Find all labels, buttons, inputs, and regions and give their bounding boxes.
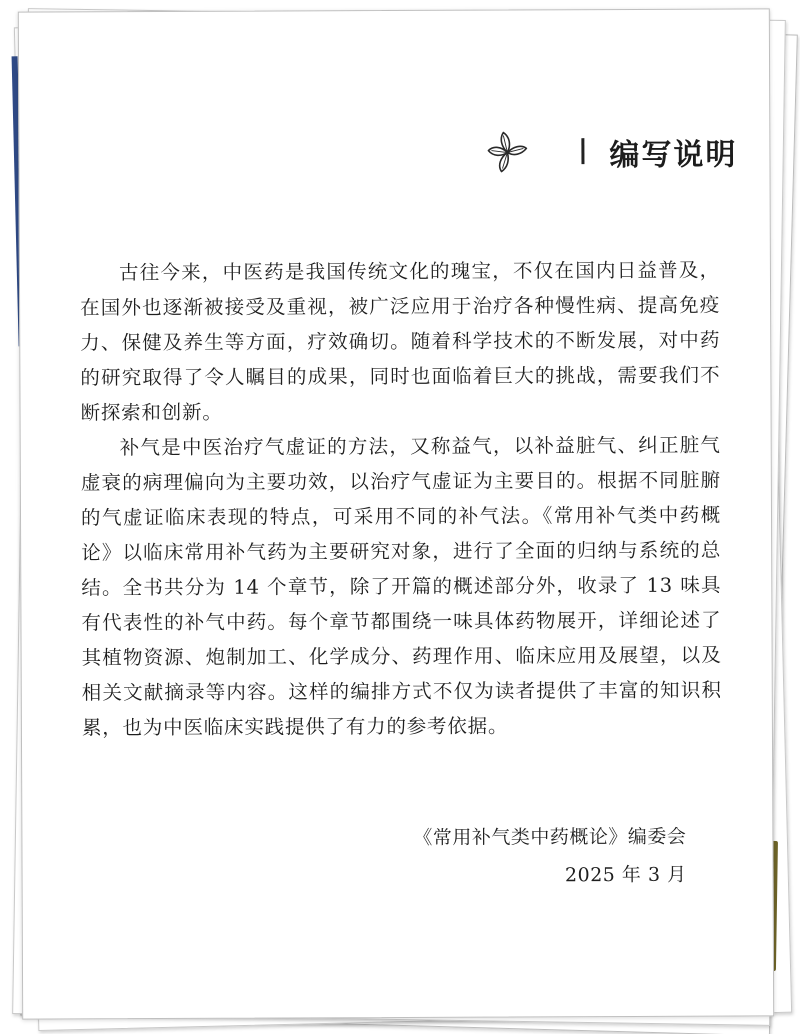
page-header <box>487 127 747 188</box>
committee-name: 《常用补气类中药概论》编委会 <box>413 825 687 849</box>
page-title: 编写说明 <box>609 137 738 174</box>
signature-date: 2025 年 3 月 <box>564 863 687 887</box>
leaf-ornament-icon <box>487 130 527 172</box>
signature-block <box>382 818 686 895</box>
body-text <box>80 253 722 746</box>
document-page <box>18 8 774 1019</box>
title-divider <box>581 138 584 164</box>
paragraph-2: 补气是中医治疗气虚证的方法，又称益气，以补益脏气、纠正脏气虚衰的病理偏向为主要功效，以治疗气虚证为主要目的。根据不同脏腑的气虚证临床表现的特点，可采用不同的补气法。《常用补气类中药概论》以临床常用补气药为主要研究对象，进行了全面的归纳与系统的总结。全书共分为 14 个章节，除了开篇的概述部分外，收录了 13 味具有代表性的补气中药。每个章节都围绕一味具体药物展开，详细论述了其植物资源、炮制加工、化学成分、药理作用、临床应用及展望，以及相关文献摘录等内容。这样的编排方式不仅为读者提供了丰富的知识积累，也为中医临床实践提供了有力的参考依据。 <box>80 433 722 740</box>
paragraph-1: 古往今来，中医药是我国传统文化的瑰宝，不仅在国内日益普及，在国外也逐渐被接受及重视，被广泛应用于治疗各种慢性病、提高免疫力、保健及养生等方面，疗效确切。随着科学技术的不断发展，对中药的研究取得了令人瞩目的成果，同时也面临着巨大的挑战，需要我们不断探索和创新。 <box>80 258 721 425</box>
